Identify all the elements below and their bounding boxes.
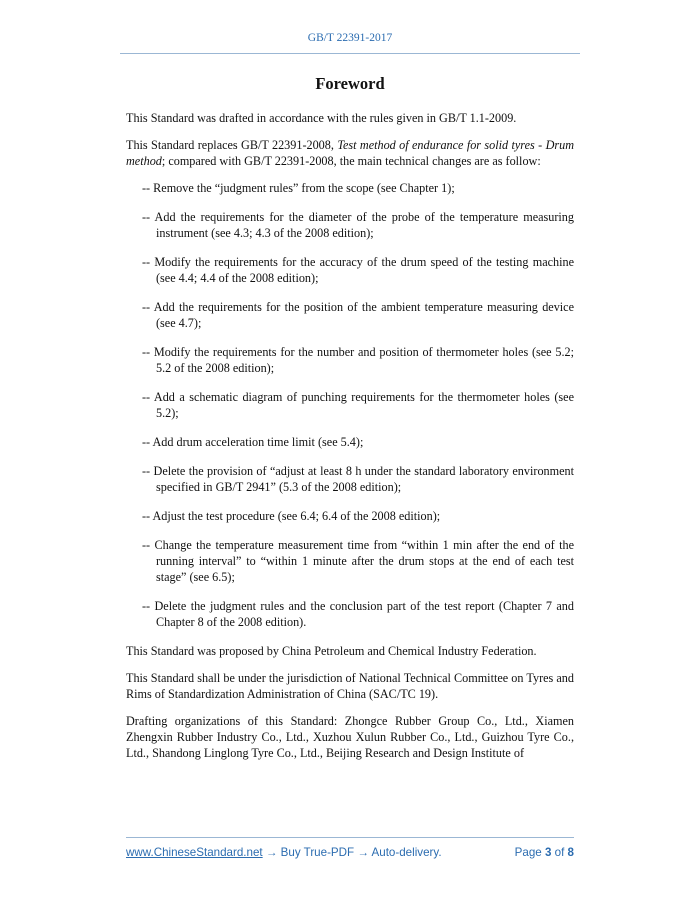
replacement-text-start: This Standard replaces GB/T 22391-2008, (126, 138, 338, 152)
website-link[interactable]: www.ChineseStandard.net (126, 846, 263, 859)
promo-text: → Buy True-PDF → Auto-delivery. (262, 846, 442, 859)
list-item: -- Delete the provision of “adjust at least 8 h under the standard laboratory environment specified in GB/T 2941” (5.3 of the 2008 edition); (142, 464, 574, 494)
footer-divider (126, 837, 574, 838)
list-item: -- Modify the requirements for the number and position of thermometer holes (see 5.2; 5.2 of the 2008 edition); (142, 345, 574, 375)
replacement-text-end: ; compared with GB/T 22391-2008, the main technical changes are as follow: (161, 154, 541, 168)
list-item: -- Add a schematic diagram of punching requirements for the thermometer holes (see 5.2); (142, 390, 574, 420)
list-item: -- Remove the “judgment rules” from the scope (see Chapter 1); (142, 181, 455, 195)
page-footer (126, 846, 574, 859)
replaced-standard-title: Test method of endurance for solid tyres - Drum method (126, 138, 575, 168)
list-item: -- Modify the requirements for the accuracy of the drum speed of the testing machine (see 4.4; 4.4 of the 2008 edition); (142, 255, 574, 285)
list-item: -- Delete the judgment rules and the conclusion part of the test report (Chapter 7 and Chapter 8 of the 2008 edition). (142, 599, 574, 629)
jurisdiction-paragraph: This Standard shall be under the jurisdiction of National Technical Committee on Tyres and Rims of Standardization Administration of China (SAC/TC 19). (126, 671, 574, 701)
page-body (126, 76, 574, 772)
list-item: -- Add drum acceleration time limit (see 5.4); (142, 435, 364, 449)
list-item: -- Add the requirements for the diameter of the probe of the temperature measuring instrument (see 4.3; 4.3 of the 2008 edition); (142, 210, 574, 240)
technical-changes-list (126, 180, 574, 630)
page-current: 3 (544, 846, 552, 859)
proposer-paragraph: This Standard was proposed by China Petroleum and Chemical Industry Federation. (126, 644, 537, 658)
list-item: -- Add the requirements for the position of the ambient temperature measuring device (see 4.7); (142, 300, 574, 330)
header-divider (120, 53, 580, 54)
drafting-rules-paragraph: This Standard was drafted in accordance with the rules given in GB/T 1.1-2009. (126, 111, 517, 125)
list-item: -- Adjust the test procedure (see 6.4; 6.4 of the 2008 edition); (142, 509, 441, 523)
page-total: 8 (567, 846, 574, 859)
document-code: GB/T 22391-2017 (307, 32, 393, 44)
page-title: Foreword (315, 74, 385, 93)
page-of: of (554, 846, 565, 859)
drafting-organizations-paragraph: Drafting organizations of this Standard: Zhongce Rubber Group Co., Ltd., Xiamen Zhengxin Rubber Industry Co., Ltd., Xuzhou Xulun Rubber Co., Ltd., Guizhou Tyre Co., Ltd., Shandong Linglong Tyre Co., Ltd., Beijing Research and Design Institute of (126, 714, 574, 760)
replacement-paragraph (126, 137, 574, 169)
list-item: -- Change the temperature measurement time from “within 1 min after the end of the running interval” to “within 1 minute after the drum stops at the end of each test stage” (see 6.5); (142, 538, 574, 584)
page-label: Page (514, 846, 542, 859)
page-indicator (515, 846, 574, 859)
running-header (0, 32, 700, 44)
